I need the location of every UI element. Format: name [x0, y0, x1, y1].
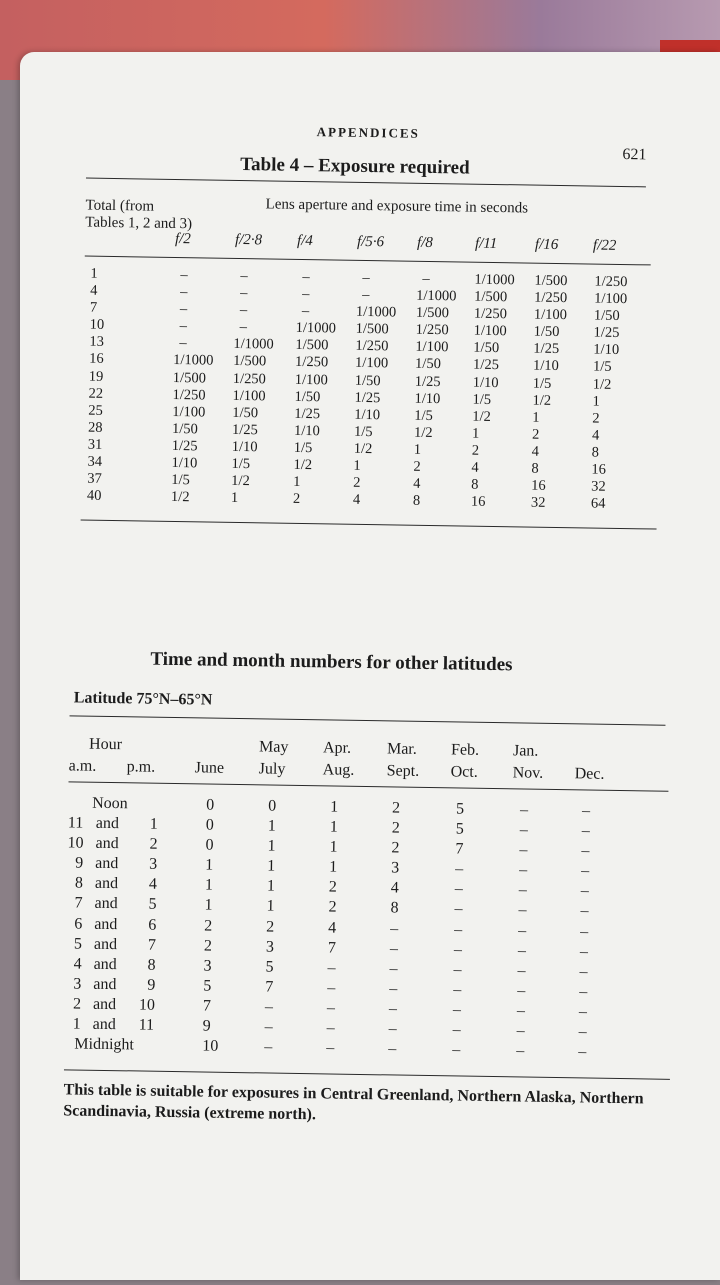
month-header: June [194, 759, 225, 777]
month-number-cell: 7 [327, 939, 337, 957]
exposure-cell: – [362, 269, 370, 287]
month-header: Dec. [574, 765, 605, 783]
exposure-cell: 1/10 [593, 341, 620, 359]
total-cell: 16 [89, 351, 104, 368]
exposure-cell: 1/25 [294, 405, 321, 423]
month-number-cell: – [519, 861, 528, 879]
aperture-header: f/11 [474, 235, 498, 253]
exposure-cell: 1/5 [592, 359, 612, 376]
hour-label: Hour [88, 735, 123, 754]
running-head: APPENDICES [316, 124, 420, 141]
month-number-cell: 1 [205, 856, 214, 874]
month-number-cell: – [264, 1018, 273, 1036]
latitude-table-title: Time and month numbers for other latitudes [150, 648, 513, 676]
exposure-cell: 1/25 [171, 437, 198, 455]
month-number-cell: – [388, 1040, 397, 1058]
exposure-cell: 1 [293, 473, 301, 491]
latitude-table-header [69, 727, 670, 788]
month-number-cell: – [452, 1001, 462, 1019]
am-label: a.m. [68, 757, 97, 775]
month-number-cell: – [452, 1021, 461, 1039]
footnote: This table is suitable for exposures in Central Greenland, Northern Alaska, Northern Scandinavia, Russia (extreme north). [63, 1081, 644, 1124]
exposure-cell: 1/50 [232, 404, 259, 422]
month-number-cell: – [517, 942, 527, 960]
table4-top-rule [86, 178, 646, 188]
exposure-cell: 1/10 [354, 406, 381, 423]
month-number-cell: – [518, 881, 527, 899]
month-number-cell: – [264, 998, 274, 1016]
exposure-cell: 1/250 [473, 305, 508, 323]
month-number-cell: 10 [202, 1037, 219, 1055]
month-number-cell: – [453, 941, 463, 959]
month-header: May [258, 738, 289, 756]
month-number-cell: 0 [206, 796, 215, 814]
month-number-cell: 5 [455, 800, 465, 818]
exposure-cell: 1/2 [353, 440, 373, 458]
month-header: Jan. [512, 742, 539, 760]
month-number-cell: – [518, 922, 527, 940]
month-number-cell: 5 [203, 977, 212, 995]
exposure-cell: 1/10 [414, 390, 441, 407]
exposure-cell: 1 [413, 441, 422, 458]
pm-hour-cell: 9 [147, 976, 156, 994]
exposure-cell: 1/1000 [474, 271, 515, 289]
and-word: and [93, 955, 117, 973]
exposure-cell: 1/500 [355, 321, 389, 338]
month-header: Oct. [450, 763, 478, 781]
table4-body [79, 266, 663, 514]
exposure-cell: 2 [413, 458, 421, 475]
exposure-cell: – [179, 318, 188, 335]
month-number-cell: 2 [328, 878, 338, 896]
table4-row-header: Total (from Tables 1, 2 and 3) [85, 197, 193, 233]
aperture-header: f/2 [174, 230, 192, 248]
month-number-cell: – [326, 999, 336, 1017]
am-hour-cell: Midnight [74, 1035, 135, 1054]
exposure-cell: – [179, 301, 188, 318]
month-number-cell: 4 [328, 919, 337, 937]
total-cell: 1 [90, 265, 98, 282]
pm-hour-cell: 10 [138, 996, 156, 1014]
month-number-cell: 8 [390, 899, 399, 918]
month-number-cell: 4 [390, 879, 399, 897]
exposure-cell: 1/25 [472, 357, 499, 374]
total-cell: 28 [87, 419, 103, 436]
exposure-cell: 1/50 [354, 372, 381, 389]
exposure-cell: 1 [230, 490, 239, 507]
exposure-cell: 1/50 [473, 340, 500, 357]
month-number-cell: – [517, 962, 526, 980]
month-number-cell: – [326, 1019, 335, 1037]
exposure-cell: 1/25 [414, 373, 441, 390]
month-header: Nov. [512, 764, 544, 782]
exposure-cell: 1 [471, 425, 480, 442]
month-number-cell: – [389, 980, 398, 998]
exposure-cell: 1/500 [172, 369, 207, 387]
total-cell: 37 [87, 470, 102, 487]
am-hour-cell: 4 [73, 955, 82, 973]
month-number-cell: – [517, 982, 526, 1000]
and-word: and [94, 895, 118, 913]
month-number-cell: – [454, 900, 463, 919]
exposure-cell: 1 [592, 393, 600, 410]
month-number-cell: 1 [329, 858, 338, 876]
total-cell: 13 [89, 334, 105, 351]
exposure-cell: 1/100 [533, 306, 568, 324]
month-number-cell: – [452, 1041, 461, 1059]
table4-aperture-headers [175, 231, 655, 259]
exposure-cell: 1/100 [354, 355, 389, 372]
am-hour-cell: 8 [74, 874, 84, 892]
month-number-cell: – [519, 841, 528, 859]
month-number-cell: – [390, 919, 399, 938]
month-number-cell: – [579, 963, 588, 981]
table4-span-header: Lens aperture and exposure time in seconds [265, 196, 529, 217]
exposure-cell: 1/250 [294, 354, 329, 371]
exposure-cell: 1/2 [170, 489, 190, 506]
exposure-cell: 1/25 [593, 324, 620, 342]
pm-label: p.m. [126, 758, 156, 776]
exposure-cell: 8 [471, 476, 479, 493]
latitude-table-bottom-rule [64, 1069, 670, 1080]
exposure-cell: 32 [591, 478, 606, 495]
and-word: and [94, 915, 118, 933]
month-number-cell: – [518, 901, 527, 920]
month-number-cell: – [519, 821, 528, 839]
exposure-cell: 1/50 [294, 388, 321, 405]
exposure-cell: 1/10 [171, 454, 198, 472]
am-hour-cell: 11 [67, 814, 84, 832]
exposure-cell: 1/2 [231, 472, 250, 490]
month-header: July [258, 760, 286, 778]
month-number-cell: 1 [266, 877, 276, 895]
aperture-header: f/4 [296, 232, 313, 250]
month-number-cell: 3 [265, 938, 275, 956]
exposure-cell: 1/50 [171, 420, 198, 438]
total-cell: 22 [88, 385, 104, 402]
exposure-cell: 1/50 [593, 307, 620, 325]
exposure-cell: 1/250 [415, 322, 449, 339]
exposure-cell: 4 [471, 459, 479, 476]
total-cell: 7 [89, 299, 98, 316]
exposure-cell: – [180, 267, 188, 284]
exposure-cell: 4 [413, 475, 421, 492]
month-number-cell: – [581, 822, 590, 840]
exposure-cell: – [179, 335, 187, 352]
month-number-cell: – [581, 802, 591, 820]
pm-hour-cell: 5 [148, 896, 157, 914]
am-hour-cell: 9 [75, 854, 84, 872]
month-number-cell: – [579, 983, 588, 1001]
table4-bottom-rule [81, 520, 657, 530]
month-number-cell: – [516, 1022, 525, 1040]
exposure-cell: 16 [591, 461, 607, 478]
exposure-cell: 1/5 [353, 423, 373, 440]
and-word: and [95, 834, 119, 853]
exposure-cell: 1/1000 [173, 352, 214, 370]
month-number-cell: 3 [391, 859, 400, 877]
total-cell: 25 [88, 402, 103, 419]
month-number-cell: – [327, 979, 336, 997]
total-cell: 4 [90, 282, 98, 299]
month-number-cell: – [580, 922, 589, 941]
exposure-cell: 1/100 [473, 322, 507, 340]
and-word: and [95, 855, 119, 873]
exposure-cell: 1/100 [294, 371, 329, 388]
exposure-cell: 1/10 [293, 422, 320, 440]
month-number-cell: – [453, 961, 462, 979]
exposure-cell: 1/5 [472, 391, 492, 408]
pm-hour-cell: 11 [138, 1016, 155, 1034]
exposure-cell: – [302, 268, 310, 286]
month-header: Mar. [386, 740, 417, 758]
month-number-cell: – [581, 862, 590, 880]
and-word: and [93, 975, 117, 993]
month-number-cell: – [516, 1042, 525, 1060]
exposure-cell: 1/250 [594, 273, 628, 291]
exposure-cell: 1/50 [414, 356, 442, 373]
month-number-cell: – [580, 902, 589, 921]
exposure-cell: 1/100 [172, 403, 206, 421]
exposure-cell: 1/10 [532, 358, 559, 375]
month-number-cell: – [455, 860, 464, 878]
exposure-cell: 1 [532, 409, 540, 426]
total-cell: 34 [87, 453, 103, 470]
month-number-cell: 5 [265, 958, 274, 976]
latitude-label: Latitude 75°N–65°N [73, 689, 213, 709]
exposure-cell: 32 [530, 494, 546, 512]
exposure-cell: – [422, 270, 430, 287]
pm-hour-cell: 6 [148, 916, 157, 934]
exposure-cell: 1/1000 [295, 320, 337, 337]
exposure-cell: 2 [592, 410, 600, 427]
month-number-cell: 0 [205, 836, 214, 854]
exposure-cell: – [302, 286, 310, 303]
month-header: Sept. [386, 762, 420, 780]
month-number-cell: – [578, 1023, 587, 1041]
total-cell: 31 [87, 436, 103, 453]
exposure-cell: 1/1000 [416, 287, 457, 305]
exposure-cell: 1/250 [355, 338, 389, 355]
exposure-cell: 2 [353, 474, 361, 492]
exposure-cell: 1/25 [354, 389, 381, 406]
am-hour-cell: 7 [74, 894, 83, 913]
exposure-cell: 1/100 [415, 339, 449, 356]
exposure-cell: – [239, 302, 248, 319]
exposure-cell: 1/5 [414, 407, 433, 424]
exposure-cell: 1/1000 [355, 303, 397, 321]
month-number-cell: 7 [202, 997, 212, 1015]
am-hour-cell: 6 [74, 915, 83, 933]
month-number-cell: 1 [329, 838, 338, 856]
month-number-cell: 1 [266, 897, 275, 916]
month-number-cell: 2 [328, 898, 337, 917]
exposure-cell: 2 [531, 426, 540, 443]
exposure-cell: – [180, 284, 188, 301]
am-hour-cell: 1 [72, 1015, 81, 1033]
exposure-cell: 1/250 [232, 370, 267, 387]
month-number-cell: 7 [265, 978, 274, 996]
exposure-cell: 4 [591, 427, 600, 444]
month-number-cell: – [326, 1039, 335, 1057]
exposure-cell: 1/5 [171, 472, 190, 489]
month-number-cell: 2 [391, 839, 400, 857]
month-header: Aug. [322, 761, 355, 779]
am-hour-cell: 5 [73, 935, 83, 953]
exposure-cell: 1/10 [472, 374, 499, 391]
exposure-cell: 1/500 [474, 288, 508, 306]
month-number-cell: – [454, 880, 463, 898]
month-number-cell: – [454, 920, 463, 939]
exposure-cell: 1/250 [172, 386, 206, 404]
month-number-cell: 1 [329, 818, 338, 836]
am-hour-cell: Noon [92, 794, 128, 813]
aperture-header: f/22 [592, 237, 617, 254]
month-number-cell: – [389, 940, 399, 958]
book-page [20, 52, 720, 1280]
exposure-cell: 1/1000 [233, 336, 274, 353]
month-number-cell: 2 [391, 799, 401, 817]
month-number-cell: – [264, 1038, 273, 1056]
exposure-cell: 1/100 [594, 290, 628, 308]
month-number-cell: 2 [266, 918, 275, 936]
and-word: and [94, 875, 119, 893]
month-number-cell: 0 [205, 816, 214, 834]
exposure-cell: 1/2 [293, 456, 313, 474]
pm-hour-cell: 7 [147, 936, 157, 954]
month-number-cell: 1 [267, 817, 276, 835]
month-number-cell: – [516, 1002, 526, 1020]
month-number-cell: – [579, 943, 589, 961]
exposure-cell: 2 [471, 442, 480, 459]
exposure-cell: – [240, 285, 248, 302]
aperture-header: f/5·6 [356, 233, 385, 251]
exposure-cell: 1/25 [533, 340, 560, 358]
exposure-cell: – [362, 287, 370, 304]
pm-hour-cell: 1 [149, 815, 158, 833]
pm-hour-cell: 2 [149, 835, 158, 853]
month-number-cell: 2 [203, 937, 213, 955]
month-number-cell: 3 [203, 957, 212, 975]
exposure-cell: 1/500 [534, 272, 568, 290]
exposure-cell: 1/100 [232, 387, 266, 405]
total-cell: 40 [86, 487, 102, 505]
exposure-cell: – [301, 303, 310, 320]
exposure-cell: 1/5 [293, 439, 313, 457]
page-number: 621 [622, 145, 647, 164]
month-number-cell: – [389, 960, 398, 978]
month-number-cell: 5 [455, 820, 464, 838]
month-number-cell: – [581, 842, 590, 860]
pm-hour-cell: 3 [149, 855, 158, 874]
exposure-cell: 16 [470, 493, 486, 511]
exposure-cell: 1/5 [231, 455, 251, 473]
exposure-cell: 4 [531, 443, 540, 460]
exposure-cell: 1/500 [295, 337, 329, 354]
exposure-cell: 8 [531, 460, 539, 477]
am-hour-cell: 2 [72, 995, 82, 1013]
total-cell: 10 [89, 316, 105, 334]
month-number-cell: – [388, 1020, 397, 1038]
month-number-cell: – [388, 1000, 398, 1018]
exposure-cell: 8 [412, 492, 421, 510]
month-number-cell: 1 [204, 896, 213, 915]
exposure-cell: 1/25 [231, 421, 258, 439]
and-word: and [92, 1015, 116, 1034]
exposure-cell: 1/10 [231, 438, 258, 456]
and-word: and [93, 935, 118, 953]
and-word: and [92, 995, 117, 1014]
month-number-cell: 2 [391, 819, 400, 837]
month-header: Feb. [450, 741, 480, 759]
exposure-cell: 1/500 [415, 304, 450, 322]
am-hour-cell: 10 [67, 834, 84, 852]
latitude-table-body [64, 793, 668, 1064]
exposure-cell: 8 [591, 444, 600, 461]
month-number-cell: – [580, 882, 589, 900]
month-number-cell: 7 [455, 840, 464, 858]
month-number-cell: 1 [267, 857, 276, 875]
month-number-cell: – [578, 1043, 587, 1061]
latitude-table-top-rule [70, 715, 666, 725]
exposure-cell: 1/2 [532, 392, 552, 409]
exposure-cell: 1/2 [413, 424, 433, 441]
month-number-cell: – [327, 959, 336, 977]
total-cell: 19 [88, 368, 104, 385]
exposure-cell: 1/2 [592, 376, 612, 393]
exposure-cell: 1/50 [533, 323, 560, 341]
and-word: and [95, 814, 120, 833]
month-number-cell: 1 [204, 876, 214, 895]
exposure-cell: 1/5 [532, 375, 552, 392]
exposure-cell: – [240, 267, 248, 285]
pm-hour-cell: 8 [147, 956, 156, 974]
aperture-header: f/16 [534, 236, 559, 253]
exposure-cell: 4 [352, 492, 361, 509]
month-number-cell: 2 [204, 917, 213, 935]
am-hour-cell: 3 [73, 975, 82, 993]
month-number-cell: 1 [267, 837, 276, 855]
exposure-cell: 2 [292, 491, 301, 508]
month-number-cell: – [519, 801, 529, 819]
aperture-header: f/8 [416, 234, 433, 252]
table4-title: Table 4 – Exposure required [240, 153, 470, 179]
month-number-cell: 0 [268, 797, 277, 815]
pm-hour-cell: 4 [148, 876, 158, 894]
month-number-cell: – [453, 981, 462, 999]
exposure-cell: 1/250 [534, 289, 568, 307]
exposure-cell: 16 [531, 477, 546, 494]
exposure-cell: 1/500 [232, 353, 267, 370]
month-number-cell: – [578, 1003, 588, 1021]
exposure-cell: 1/2 [472, 408, 491, 425]
exposure-cell: – [239, 319, 248, 336]
month-number-cell: 9 [202, 1017, 211, 1035]
month-number-cell: 1 [330, 798, 339, 816]
exposure-cell: 1 [353, 457, 361, 474]
exposure-cell: 64 [590, 495, 606, 512]
month-header: Apr. [322, 739, 352, 757]
aperture-header: f/2·8 [234, 231, 263, 249]
